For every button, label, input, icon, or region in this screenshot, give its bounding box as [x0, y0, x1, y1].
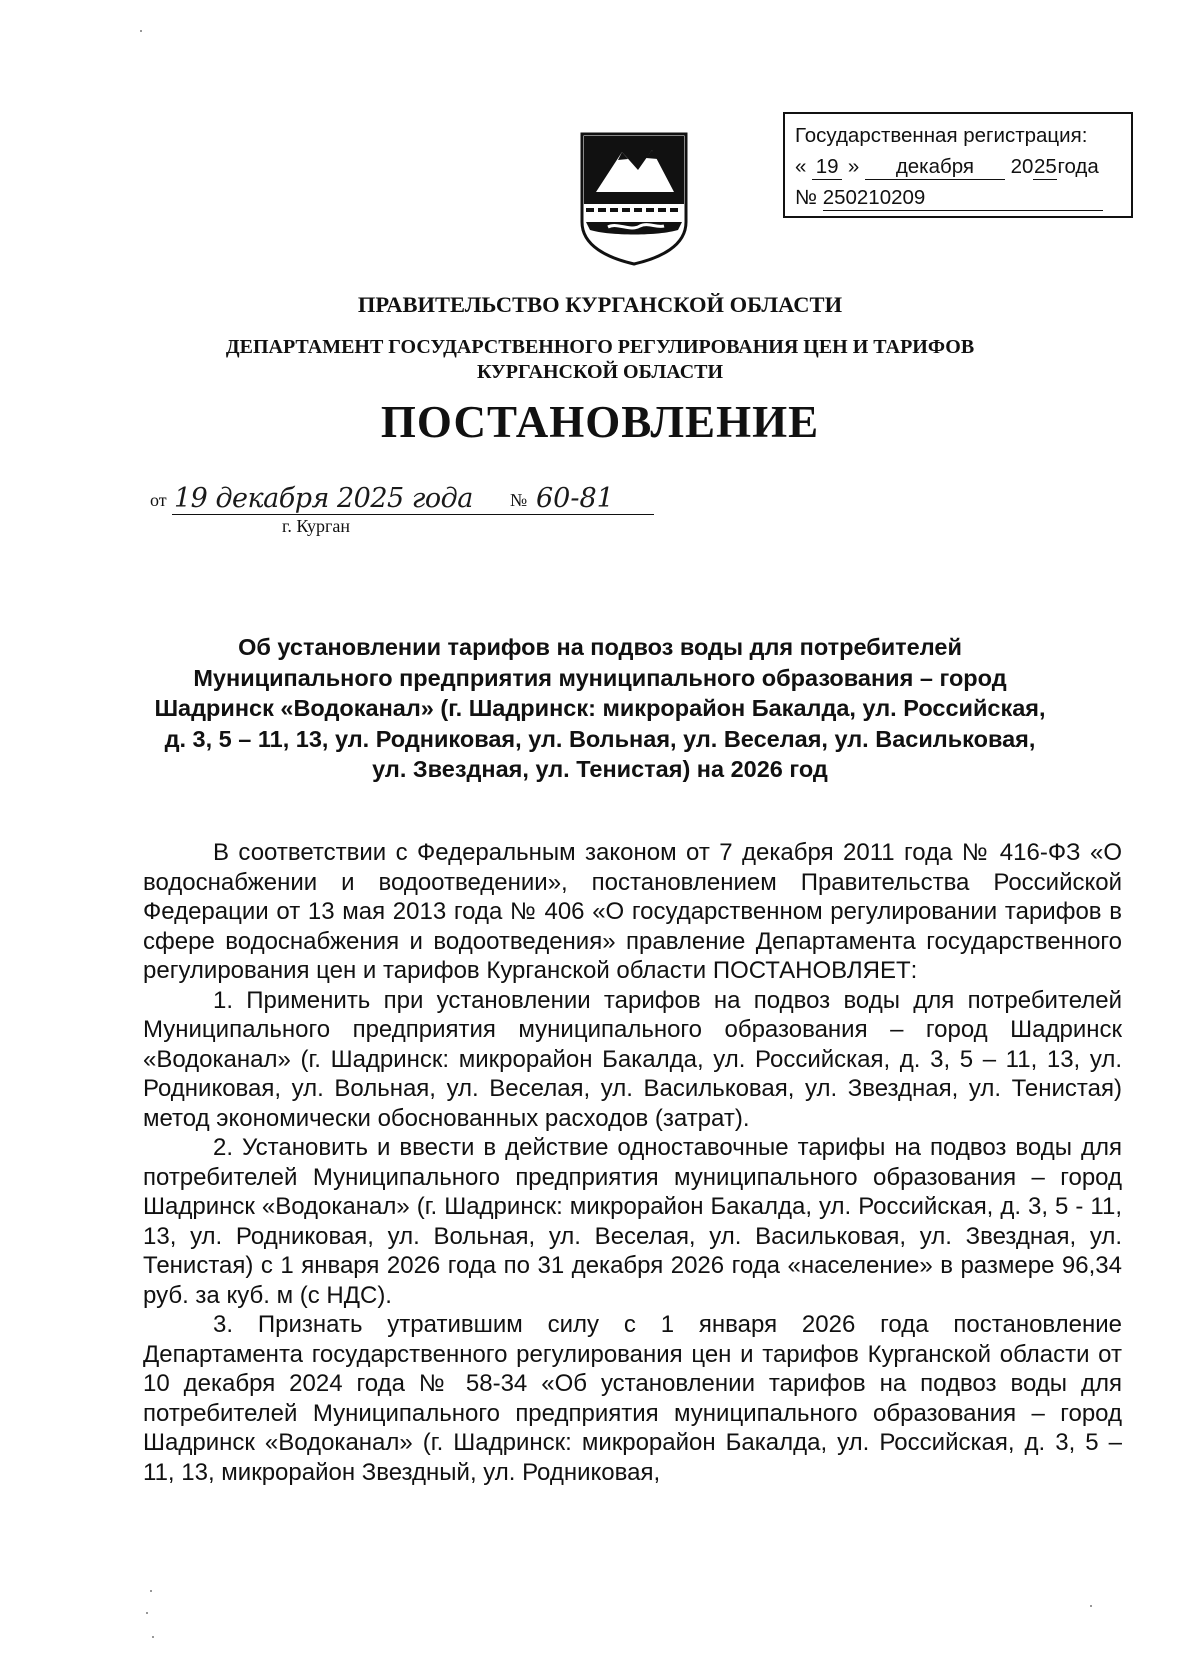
registration-year-suffix: 25: [1034, 155, 1057, 178]
registration-date: « 19 » декабря 2025года: [795, 155, 1099, 178]
registration-year-word: года: [1057, 155, 1099, 178]
registration-day: 19: [812, 155, 842, 180]
registration-stamp: [783, 112, 1133, 218]
coat-of-arms-icon: [578, 130, 690, 266]
registration-month: декабря: [865, 155, 1005, 180]
issue-number: № 60-81: [510, 484, 630, 524]
scan-speck: [140, 30, 142, 32]
scan-speck: [1090, 1605, 1092, 1607]
handwritten-date: 19 декабря 2025 года: [172, 484, 654, 515]
scan-speck: [152, 1636, 154, 1638]
item-2-paragraph: 2. Установить и ввести в действие одноставочные тарифы на подвоз воды для потребителей Муниципального предприятия муниципального образования – город Шадринск «Водоканал» (г. Шадринск: микрорайон Бакалда, ул. Российская, д. 3, 5 - 11, 13, ул. Родниковая, ул. Вольная, ул. Веселая, ул. Васильковая, ул. Звездная, ул. Тенистая) с 1 января 2026 года по 31 декабря 2026 года «население» в размере 96,34 руб. за куб. м (с НДС).: [143, 1134, 1122, 1309]
document-title: Об установлении тарифов на подвоз воды для потребителей Муниципального предприятия муниципального образования – город Шадринск «Водоканал» (г. Шадринск: микрорайон Бакалда, ул. Российская, д. 3, 5 – 11, 13, ул. Родниковая, ул. Вольная, ул. Веселая, ул. Васильковая, ул. Звездная, ул. Тенистая) на 2026 год: [154, 634, 1046, 782]
document-body: [143, 838, 1122, 1487]
preamble-paragraph: В соответствии с Федеральным законом от 7 декабря 2011 года № 416-ФЗ «О водоснабжении и водоотведении», постановлением Правительства Российской Федерации от 13 мая 2013 года № 406 «О государственном регулировании тарифов в сфере водоснабжения и водоотведения» правление Департамента государственного регулирования цен и тарифов Курганской области ПОСТАНОВЛЯЕТ:: [143, 839, 1122, 984]
document-type: ПОСТАНОВЛЕНИЕ: [380, 397, 820, 447]
registration-year-prefix: 20: [1010, 155, 1034, 178]
item-3-paragraph: 3. Признать утратившим силу с 1 января 2026 года постановление Департамента государственного регулирования цен и тарифов Курганской области от 10 декабря 2024 года № 58-34 «Об установлении тарифов на подвоз воды для потребителей Муниципального предприятия муниципального образования – город Шадринск «Водоканал» (г. Шадринск: микрорайон Бакалда, ул. Российская, д. 3, 5 – 11, 13, микрорайон Звездный, ул. Родниковая,: [143, 1311, 1122, 1486]
scan-speck: [146, 1612, 148, 1614]
registration-number-row: № 250210209: [795, 182, 1123, 213]
registration-number: 250210209: [823, 186, 1103, 211]
government-heading: ПРАВИТЕЛЬСТВО КУРГАНСКОЙ ОБЛАСТИ: [357, 292, 843, 317]
issue-city: г. Курган: [282, 516, 351, 536]
issue-date: от 19 декабря 2025 года: [150, 484, 650, 524]
scan-speck: [150, 1590, 152, 1592]
registration-title: Государственная регистрация:: [795, 124, 1088, 147]
item-1-paragraph: 1. Применить при установлении тарифов на подвоз воды для потребителей Муниципального предприятия муниципального образования – город Шадринск «Водоканал» (г. Шадринск: микрорайон Бакалда, ул. Российская, д. 3, 5 – 11, 13, ул. Родниковая, ул. Вольная, ул. Веселая, ул. Васильковая, ул. Звездная, ул. Тенистая) метод экономически обоснованных расходов (затрат).: [143, 986, 1122, 1132]
department-heading: ДЕПАРТАМЕНТ ГОСУДАРСТВЕННОГО РЕГУЛИРОВАНИЯ ЦЕН И ТАРИФОВ КУРГАНСКОЙ ОБЛАСТИ: [225, 336, 975, 383]
handwritten-number: 60-81: [536, 484, 636, 515]
